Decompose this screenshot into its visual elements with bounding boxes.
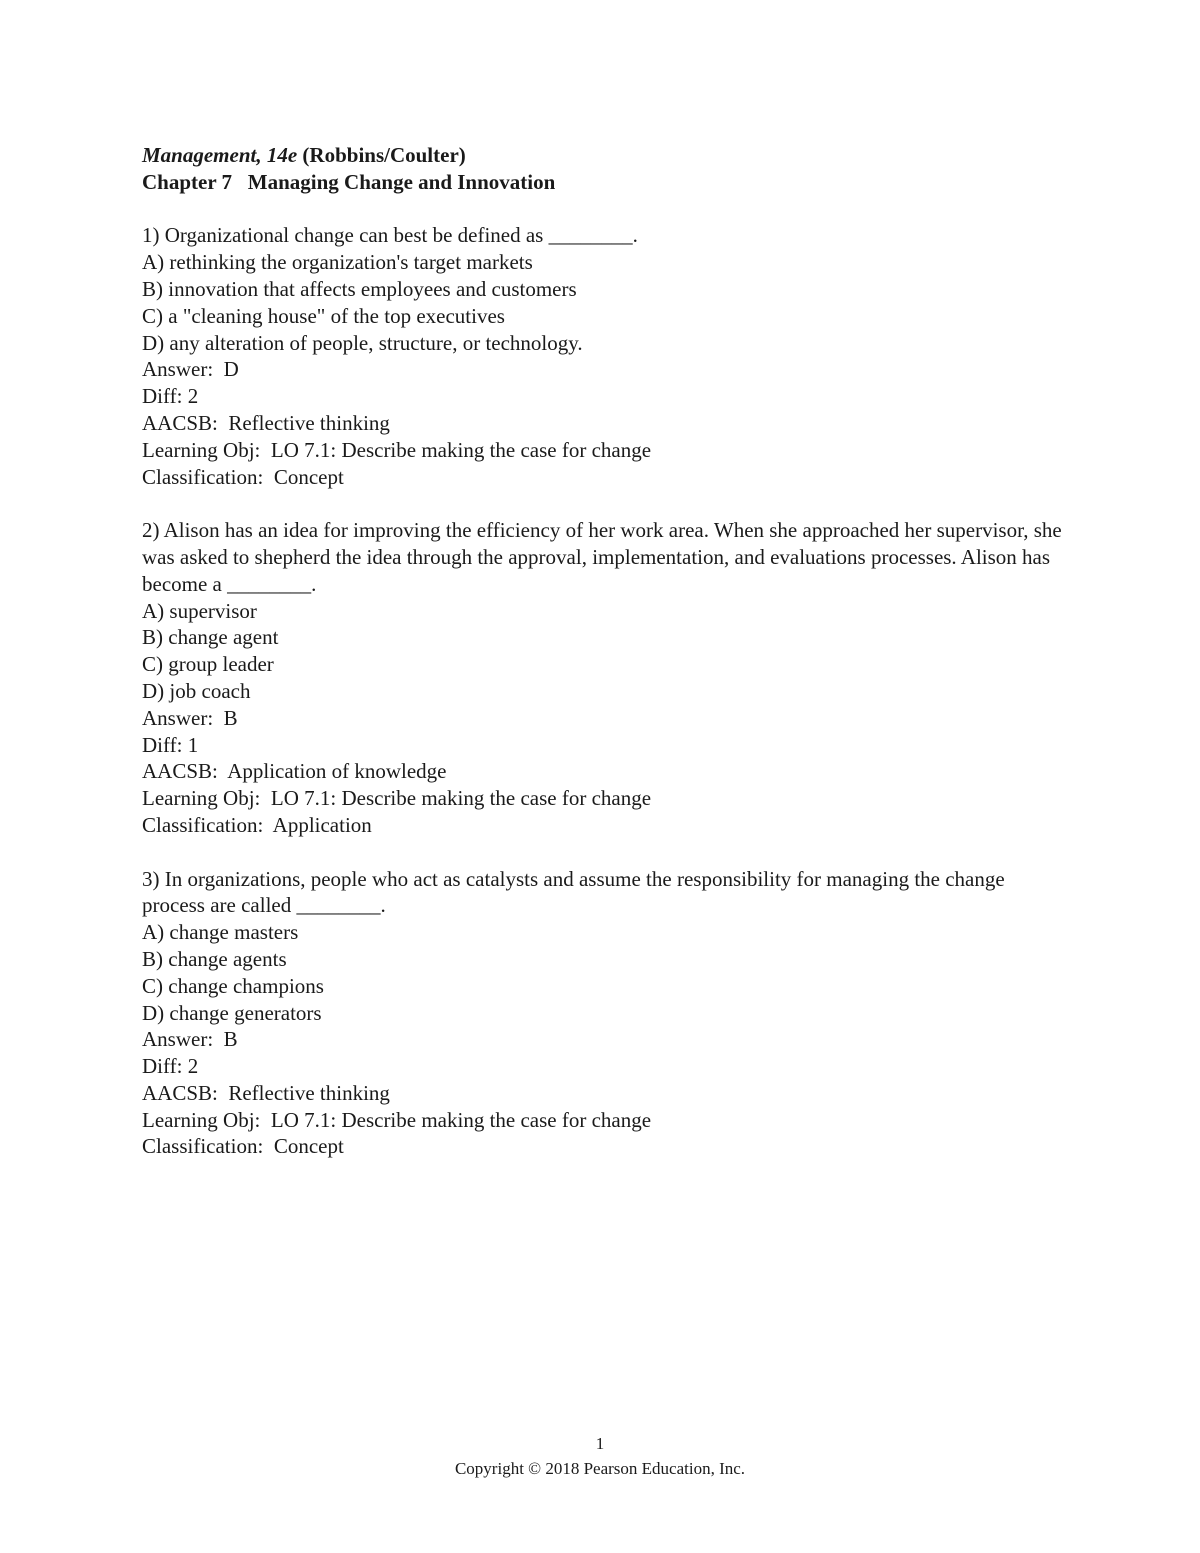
option-d: D) any alteration of people, structure, or technology. bbox=[142, 330, 583, 355]
book-authors: (Robbins/Coulter) bbox=[302, 143, 466, 167]
page-content bbox=[142, 142, 1067, 1160]
question-stem: 2) Alison has an idea for improving the efficiency of her work area. When she approached her supervisor, she was asked to shepherd the idea through the approval, implementation, and evaluations processes. Alison has become a ________. bbox=[142, 518, 1067, 596]
book-title: Management, 14e bbox=[142, 143, 298, 167]
difficulty-line: Diff: 2 bbox=[142, 384, 199, 409]
option-b: B) innovation that affects employees and customers bbox=[142, 276, 577, 301]
question-stem: 1) Organizational change can best be defined as ________. bbox=[142, 223, 638, 248]
learning-objective-line: Learning Obj: LO 7.1: Describe making the case for change bbox=[142, 437, 652, 462]
option-a: A) rethinking the organization's target markets bbox=[142, 250, 533, 275]
question-stem: 3) In organizations, people who act as catalysts and assume the responsibility for managing the change process are called ________. bbox=[142, 866, 1010, 918]
spacer bbox=[142, 839, 1062, 866]
aacsb-line: AACSB: Application of knowledge bbox=[142, 759, 447, 784]
aacsb-line: AACSB: Reflective thinking bbox=[142, 410, 390, 435]
answer-line: Answer: B bbox=[142, 1027, 238, 1052]
question-3 bbox=[142, 866, 1062, 1161]
option-d: D) job coach bbox=[142, 678, 251, 703]
classification-line: Classification: Concept bbox=[142, 1134, 344, 1159]
difficulty-line: Diff: 1 bbox=[142, 732, 199, 757]
answer-line: Answer: D bbox=[142, 357, 239, 382]
learning-objective-line: Learning Obj: LO 7.1: Describe making the case for change bbox=[142, 1107, 652, 1132]
spacer bbox=[142, 490, 1062, 517]
option-c: C) change champions bbox=[142, 973, 324, 998]
answer-line: Answer: B bbox=[142, 705, 238, 730]
question-1 bbox=[142, 222, 1062, 490]
chapter-title: Managing Change and Innovation bbox=[247, 169, 556, 194]
spacer bbox=[142, 196, 1062, 223]
classification-line: Classification: Concept bbox=[142, 464, 344, 489]
option-c: C) group leader bbox=[142, 652, 274, 677]
option-d: D) change generators bbox=[142, 1000, 322, 1025]
chapter-heading bbox=[142, 169, 1062, 196]
learning-objective-line: Learning Obj: LO 7.1: Describe making the case for change bbox=[142, 786, 652, 811]
page-number: 1 bbox=[595, 1434, 605, 1453]
question-2 bbox=[142, 517, 1067, 839]
difficulty-line: Diff: 2 bbox=[142, 1054, 199, 1079]
option-a: A) change masters bbox=[142, 920, 299, 945]
aacsb-line: AACSB: Reflective thinking bbox=[142, 1080, 390, 1105]
option-c: C) a "cleaning house" of the top executives bbox=[142, 303, 505, 328]
classification-line: Classification: Application bbox=[142, 812, 372, 837]
option-b: B) change agent bbox=[142, 625, 279, 650]
option-b: B) change agents bbox=[142, 946, 287, 971]
option-a: A) supervisor bbox=[142, 598, 257, 623]
chapter-label: Chapter 7 bbox=[142, 169, 233, 194]
copyright-notice: Copyright © 2018 Pearson Education, Inc. bbox=[454, 1459, 746, 1478]
book-heading bbox=[142, 142, 1062, 169]
